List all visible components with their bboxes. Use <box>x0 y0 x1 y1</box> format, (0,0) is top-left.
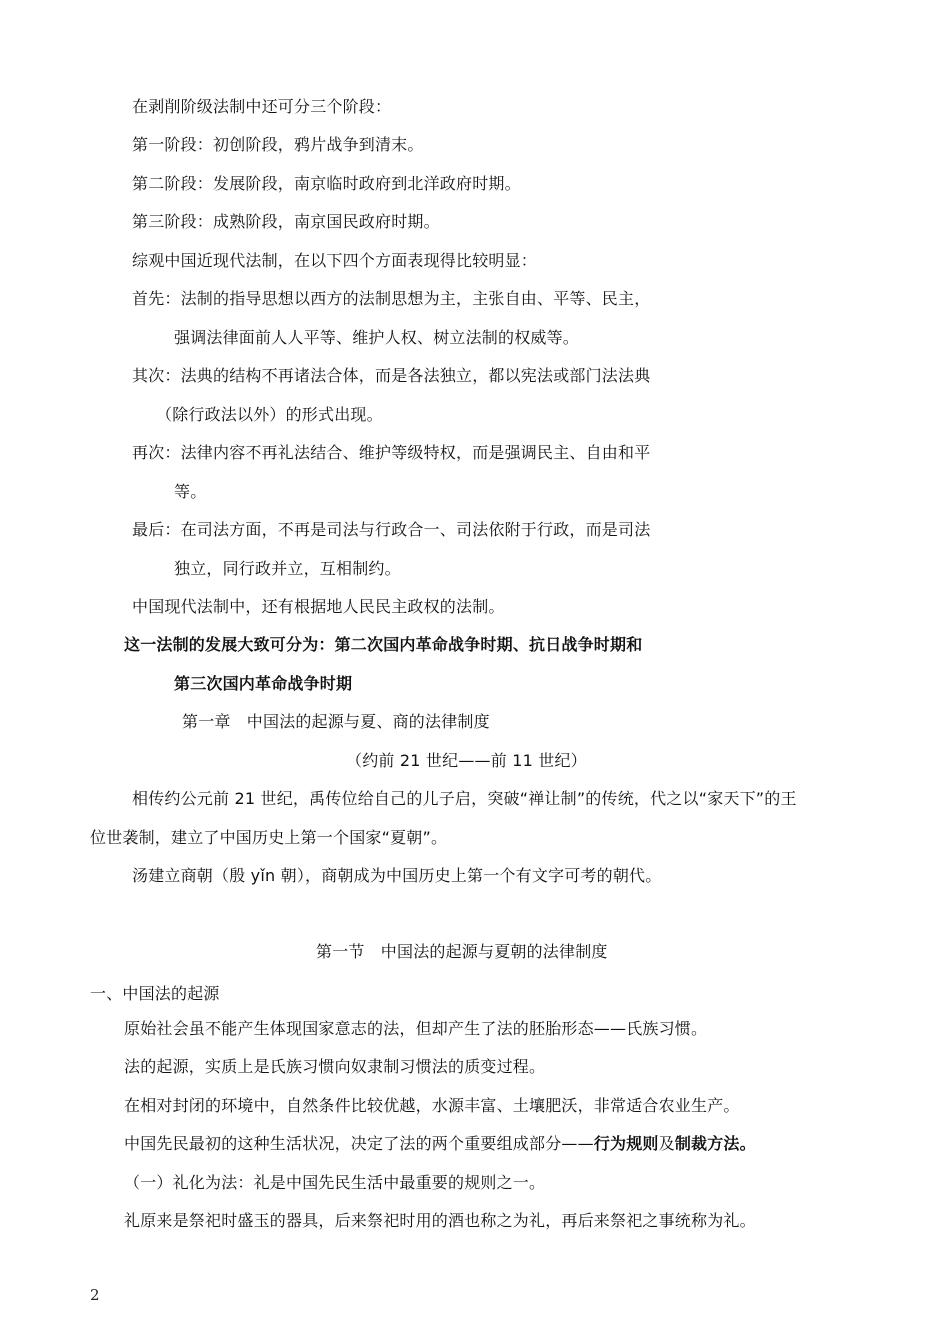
paragraph-line: 相传约公元前 21 世纪，禹传位给自己的儿子启，突破“禅让制”的传统，代之以“家天下”的王 <box>132 789 797 808</box>
mixed-line-prefix: 中国先民最初的这种生活状况，决定了法的两个重要组成部分—— <box>124 1134 594 1153</box>
bold-paragraph-line: 这一法制的发展大致可分为：第二次国内革命战争时期、抗日战争时期和 <box>124 635 643 654</box>
bold-term-sanction-methods: 制裁方法 <box>674 1134 740 1153</box>
paragraph-line: 首先：法制的指导思想以西方的法制思想为主，主张自由、平等、民主， <box>132 289 651 308</box>
paragraph-line: 位世袭制，建立了中国历史上第一个国家“夏朝”。 <box>90 828 448 847</box>
bold-term-behavior-rules: 行为规则 <box>593 1134 659 1153</box>
subsection-heading: 一、中国法的起源 <box>90 984 220 1003</box>
paragraph-line: 原始社会虽不能产生体现国家意志的法，但却产生了法的胚胎形态——氏族习惯。 <box>124 1019 708 1038</box>
paragraph-line: 第三阶段：成熟阶段，南京国民政府时期。 <box>132 212 440 231</box>
paragraph-line: 独立，同行政并立，互相制约。 <box>174 559 401 578</box>
paragraph-line: 最后：在司法方面，不再是司法与行政合一、司法依附于行政，而是司法 <box>132 520 651 539</box>
paragraph-line: 在相对封闭的环境中，自然条件比较优越，水源丰富、土壤肥沃，非常适合农业生产。 <box>124 1096 740 1115</box>
paragraph-line: 再次：法律内容不再礼法结合、维护等级特权，而是强调民主、自由和平 <box>132 443 651 462</box>
mixed-emphasis-line <box>124 1133 756 1155</box>
paragraph-line: 法的起源，实质上是氏族习惯向奴隶制习惯法的质变过程。 <box>124 1057 546 1076</box>
section-title: 第一节 中国法的起源与夏朝的法律制度 <box>316 942 608 961</box>
paragraph-line: 等。 <box>174 482 207 501</box>
page-number: 2 <box>90 1286 100 1304</box>
paragraph-line: 综观中国近现代法制，在以下四个方面表现得比较明显： <box>132 251 538 270</box>
bold-paragraph-line: 第三次国内革命战争时期 <box>174 674 353 693</box>
paragraph-line: 其次：法典的结构不再诸法合体，而是各法独立，都以宪法或部门法法典 <box>132 366 651 385</box>
paragraph-line: 汤建立商朝（殷 yǐn 朝），商朝成为中国历史上第一个有文字可考的朝代。 <box>132 866 662 885</box>
paragraph-line: （除行政法以外）的形式出现。 <box>156 405 383 424</box>
paragraph-line: （一）礼化为法：礼是中国先民生活中最重要的规则之一。 <box>124 1173 546 1192</box>
paragraph-line: 中国现代法制中，还有根据地人民民主政权的法制。 <box>132 597 505 616</box>
chapter-title: 第一章 中国法的起源与夏、商的法律制度 <box>182 712 490 731</box>
paragraph-line: 礼原来是祭祀时盛玉的器具，后来祭祀时用的酒也称之为礼，再后来祭祀之事统称为礼。 <box>124 1211 756 1230</box>
mixed-line-connector: 及 <box>658 1134 675 1153</box>
paragraph-line: 第一阶段：初创阶段，鸦片战争到清末。 <box>132 135 424 154</box>
mixed-line-suffix: 。 <box>739 1134 756 1153</box>
paragraph-line: 第二阶段：发展阶段，南京临时政府到北洋政府时期。 <box>132 174 521 193</box>
paragraph-line: 强调法律面前人人平等、维护人权、树立法制的权威等。 <box>174 328 580 347</box>
paragraph-line: 在剥削阶级法制中还可分三个阶段： <box>132 97 392 116</box>
chapter-period: （约前 21 世纪——前 11 世纪） <box>346 751 587 770</box>
